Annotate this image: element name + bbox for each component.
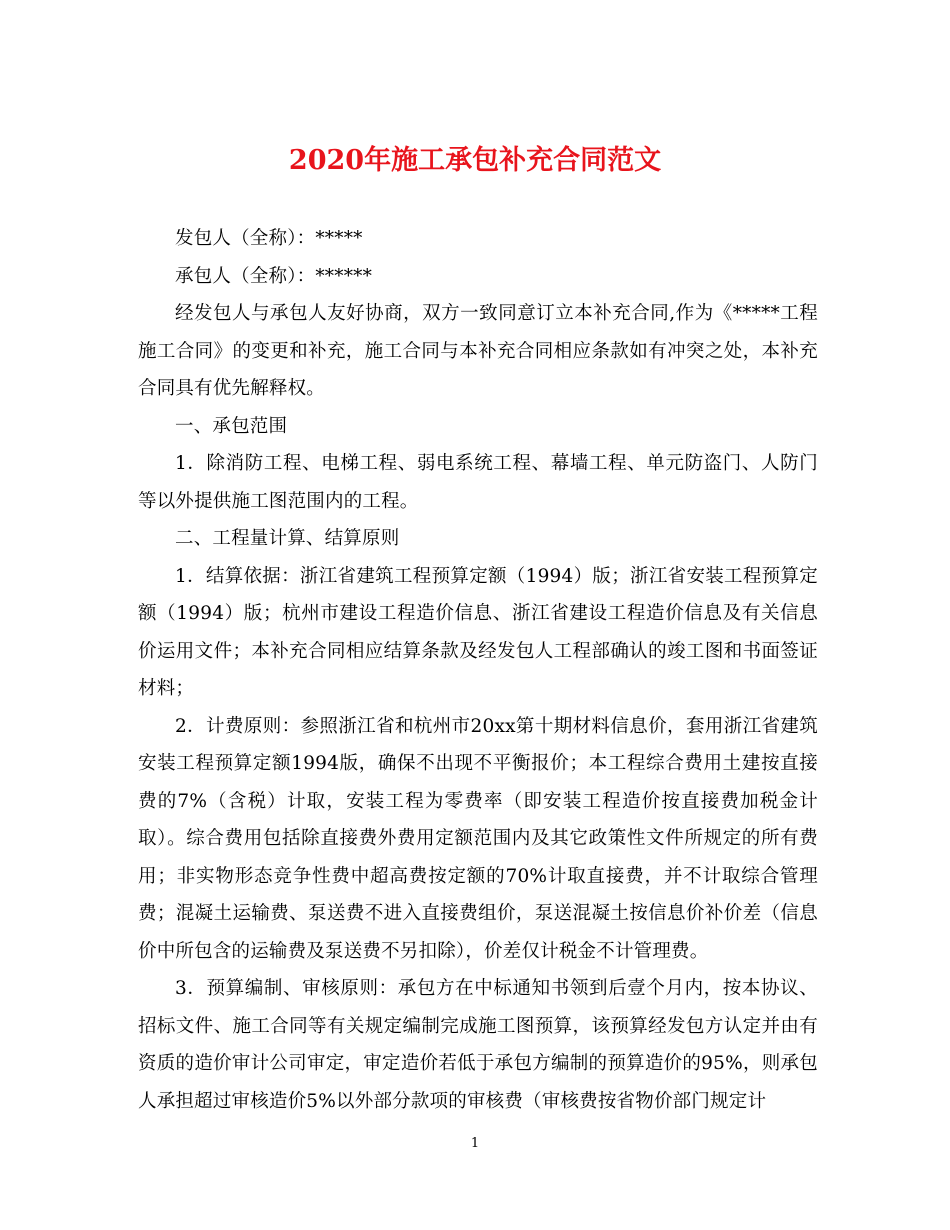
settlement-clause-3: 3．预算编制、审核原则：承包方在中标通知书领到后壹个月内，按本协议、招标文件、施工合同等有关规定编制完成施工图预算，该预算经发包方认定并由有资质的造价审计公司审定，审定造价若低于承包方编制的预算造价的95%，则承包人承担超过审核造价5%以外部分款项的审核费（审核费按省物价部门规定计 bbox=[138, 978, 818, 1112]
preamble-paragraph: 经发包人与承包人友好协商，双方一致同意订立本补充合同,作为《*****工程施工合同》的变更和补充，施工合同与本补充合同相应条款如有冲突之处，本补充合同具有优先解释权。 bbox=[138, 303, 818, 399]
settlement-clause-2: 2．计费原则：参照浙江省和杭州市20xx第十期材料信息价，套用浙江省建筑安装工程预算定额1994版，确保不出现不平衡报价；本工程综合费用土建按直接费的7%（含税）计取，安装工程为零费率（即安装工程造价按直接费加税金计取）。综合费用包括除直接费外费用定额范围内及其它政策性文件所规定的所有费用；非实物形态竞争性费中超高费按定额的70%计取直接费，并不计取综合管理费；混凝土运输费、泵送费不进入直接费组价，泵送混凝土按信息价补价差（信息价中所包含的运输费及泵送费不另扣除），价差仅计税金不计管理费。 bbox=[138, 715, 818, 962]
section-heading-scope: 一、承包范围 bbox=[175, 415, 288, 437]
page-number: 1 bbox=[470, 1136, 480, 1151]
document-title: 2020年施工承包补充合同范文 bbox=[288, 145, 662, 176]
party-b-line: 承包人（全称）：****** bbox=[175, 265, 373, 287]
section-heading-settlement: 二、工程量计算、结算原则 bbox=[175, 528, 400, 549]
party-a-line: 发包人（全称）：***** bbox=[175, 228, 363, 249]
settlement-clause-1: 1．结算依据：浙江省建筑工程预算定额（1994）版；浙江省安装工程预算定额（1994）版；杭州市建设工程造价信息、浙江省建设工程造价信息及有关信息价运用文件；本补充合同相应结算条款及经发包人工程部确认的竣工图和书面签证材料； bbox=[138, 565, 818, 699]
scope-clause-1: 1．除消防工程、电梯工程、弱电系统工程、幕墙工程、单元防盗门、人防门等以外提供施工图范围内的工程。 bbox=[138, 453, 818, 512]
document-body bbox=[138, 220, 818, 1120]
